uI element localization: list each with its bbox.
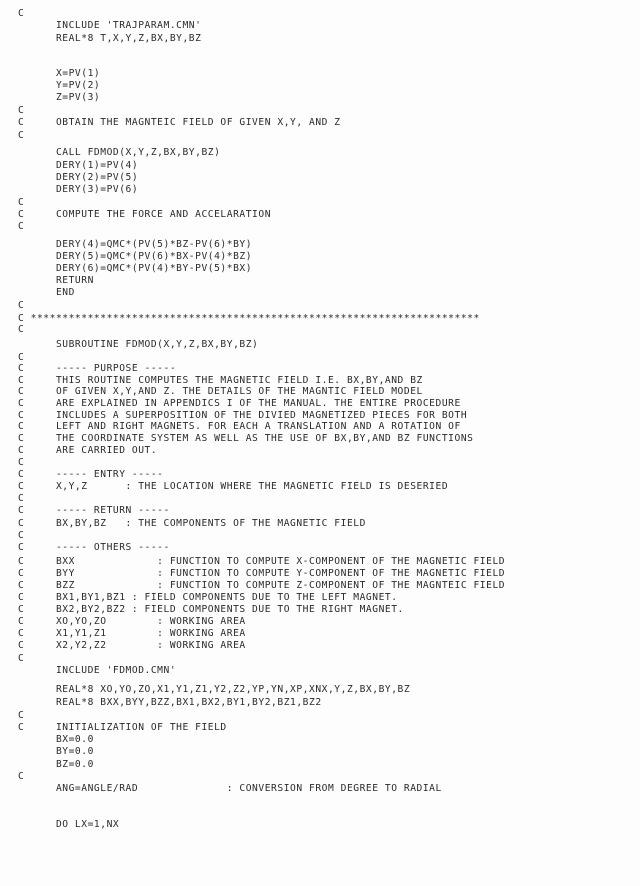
code-line: C ----- OTHERS ----- [18,542,170,553]
code-line: C *********************************************************************** [18,313,480,324]
code-line: C [18,197,25,208]
code-line: REAL*8 T,X,Y,Z,BX,BY,BZ [18,33,202,44]
code-line: INCLUDE 'FDMOD.CMN' [18,665,177,676]
code-line: DERY(3)=PV(6) [18,184,139,195]
code-line: C [18,653,25,664]
code-line: RETURN [18,275,94,286]
code-line: C BX2,BY2,BZ2 : FIELD COMPONENTS DUE TO THE RIGHT MAGNET. [18,604,404,615]
code-line: C ----- RETURN ----- [18,505,170,516]
code-line: SUBROUTINE FDMOD(X,Y,Z,BX,BY,BZ) [18,339,259,350]
code-line: C X,Y,Z : THE LOCATION WHERE THE MAGNETIC FIELD IS DESERIED [18,481,449,492]
code-line: X=PV(1) [18,68,101,79]
code-line: C OBTAIN THE MAGNTEIC FIELD OF GIVEN X,Y, AND Z [18,117,341,128]
code-line: C OF GIVEN X,Y,AND Z. THE DETAILS OF THE MAGNTIC FIELD MODEL [18,386,423,397]
code-line: END [18,287,75,298]
code-line: DERY(2)=PV(5) [18,172,139,183]
code-line: C X2,Y2,Z2 : WORKING AREA [18,640,246,651]
code-line: C THE COORDINATE SYSTEM AS WELL AS THE USE OF BX,BY,AND BZ FUNCTIONS [18,433,474,444]
code-line: C ----- PURPOSE ----- [18,363,177,374]
code-line: C ARE EXPLAINED IN APPENDICS I OF THE MANUAL. THE ENTIRE PROCEDURE [18,398,461,409]
code-line: C [18,771,25,782]
code-line: C COMPUTE THE FORCE AND ACCELARATION [18,209,272,220]
code-line: C THIS ROUTINE COMPUTES THE MAGNETIC FIELD I.E. BX,BY,AND BZ [18,375,423,386]
code-line: C INCLUDES A SUPERPOSITION OF THE DIVIED MAGNETIZED PIECES FOR BOTH [18,410,468,421]
code-line: BX=0.0 [18,734,94,745]
code-line: DERY(4)=QMC*(PV(5)*BZ-PV(6)*BY) [18,239,253,250]
code-line: C [18,493,25,504]
code-line: ANG=ANGLE/RAD : CONVERSION FROM DEGREE TO RADIAL [18,783,442,794]
code-line: DERY(6)=QMC*(PV(4)*BY-PV(5)*BX) [18,263,253,274]
code-line: C BZZ : FUNCTION TO COMPUTE Z-COMPONENT OF THE MAGNTEIC FIELD [18,580,506,591]
code-line: C INITIALIZATION OF THE FIELD [18,722,227,733]
code-line: C [18,300,25,311]
code-line: C ----- ENTRY ----- [18,469,164,480]
code-line: DERY(5)=QMC*(PV(6)*BX-PV(4)*BZ) [18,251,253,262]
code-line: INCLUDE 'TRAJPARAM.CMN' [18,20,202,31]
code-line: C [18,130,25,141]
code-line: REAL*8 XO,YO,ZO,X1,Y1,Z1,Y2,Z2,YP,YN,XP,XNX,Y,Z,BX,BY,BZ [18,684,411,695]
code-line: Y=PV(2) [18,80,101,91]
code-line: C BX1,BY1,BZ1 : FIELD COMPONENTS DUE TO THE LEFT MAGNET. [18,592,398,603]
code-line: C LEFT AND RIGHT MAGNETS. FOR EACH A TRANSLATION AND A ROTATION OF [18,421,461,432]
code-line: C [18,221,25,232]
code-line: C [18,105,25,116]
code-line: CALL FDMOD(X,Y,Z,BX,BY,BZ) [18,147,221,158]
code-line: C [18,352,25,363]
code-line: C XO,YO,ZO : WORKING AREA [18,616,246,627]
code-line: C [18,8,25,19]
code-line: C [18,530,25,541]
code-line: C ARE CARRIED OUT. [18,445,158,456]
code-line: REAL*8 BXX,BYY,BZZ,BX1,BX2,BY1,BY2,BZ1,BZ2 [18,697,322,708]
code-line: C BX,BY,BZ : THE COMPONENTS OF THE MAGNETIC FIELD [18,518,366,529]
code-line: C [18,457,25,468]
code-line: Z=PV(3) [18,92,101,103]
code-line: C X1,Y1,Z1 : WORKING AREA [18,628,246,639]
code-line: BY=0.0 [18,746,94,757]
code-line: C [18,710,25,721]
code-line: C BYY : FUNCTION TO COMPUTE Y-COMPONENT OF THE MAGNETIC FIELD [18,568,506,579]
code-line: BZ=0.0 [18,759,94,770]
code-line: C [18,324,25,335]
code-line: DERY(1)=PV(4) [18,160,139,171]
code-line: DO LX=1,NX [18,819,120,830]
code-line: C BXX : FUNCTION TO COMPUTE X-COMPONENT OF THE MAGNETIC FIELD [18,556,506,567]
